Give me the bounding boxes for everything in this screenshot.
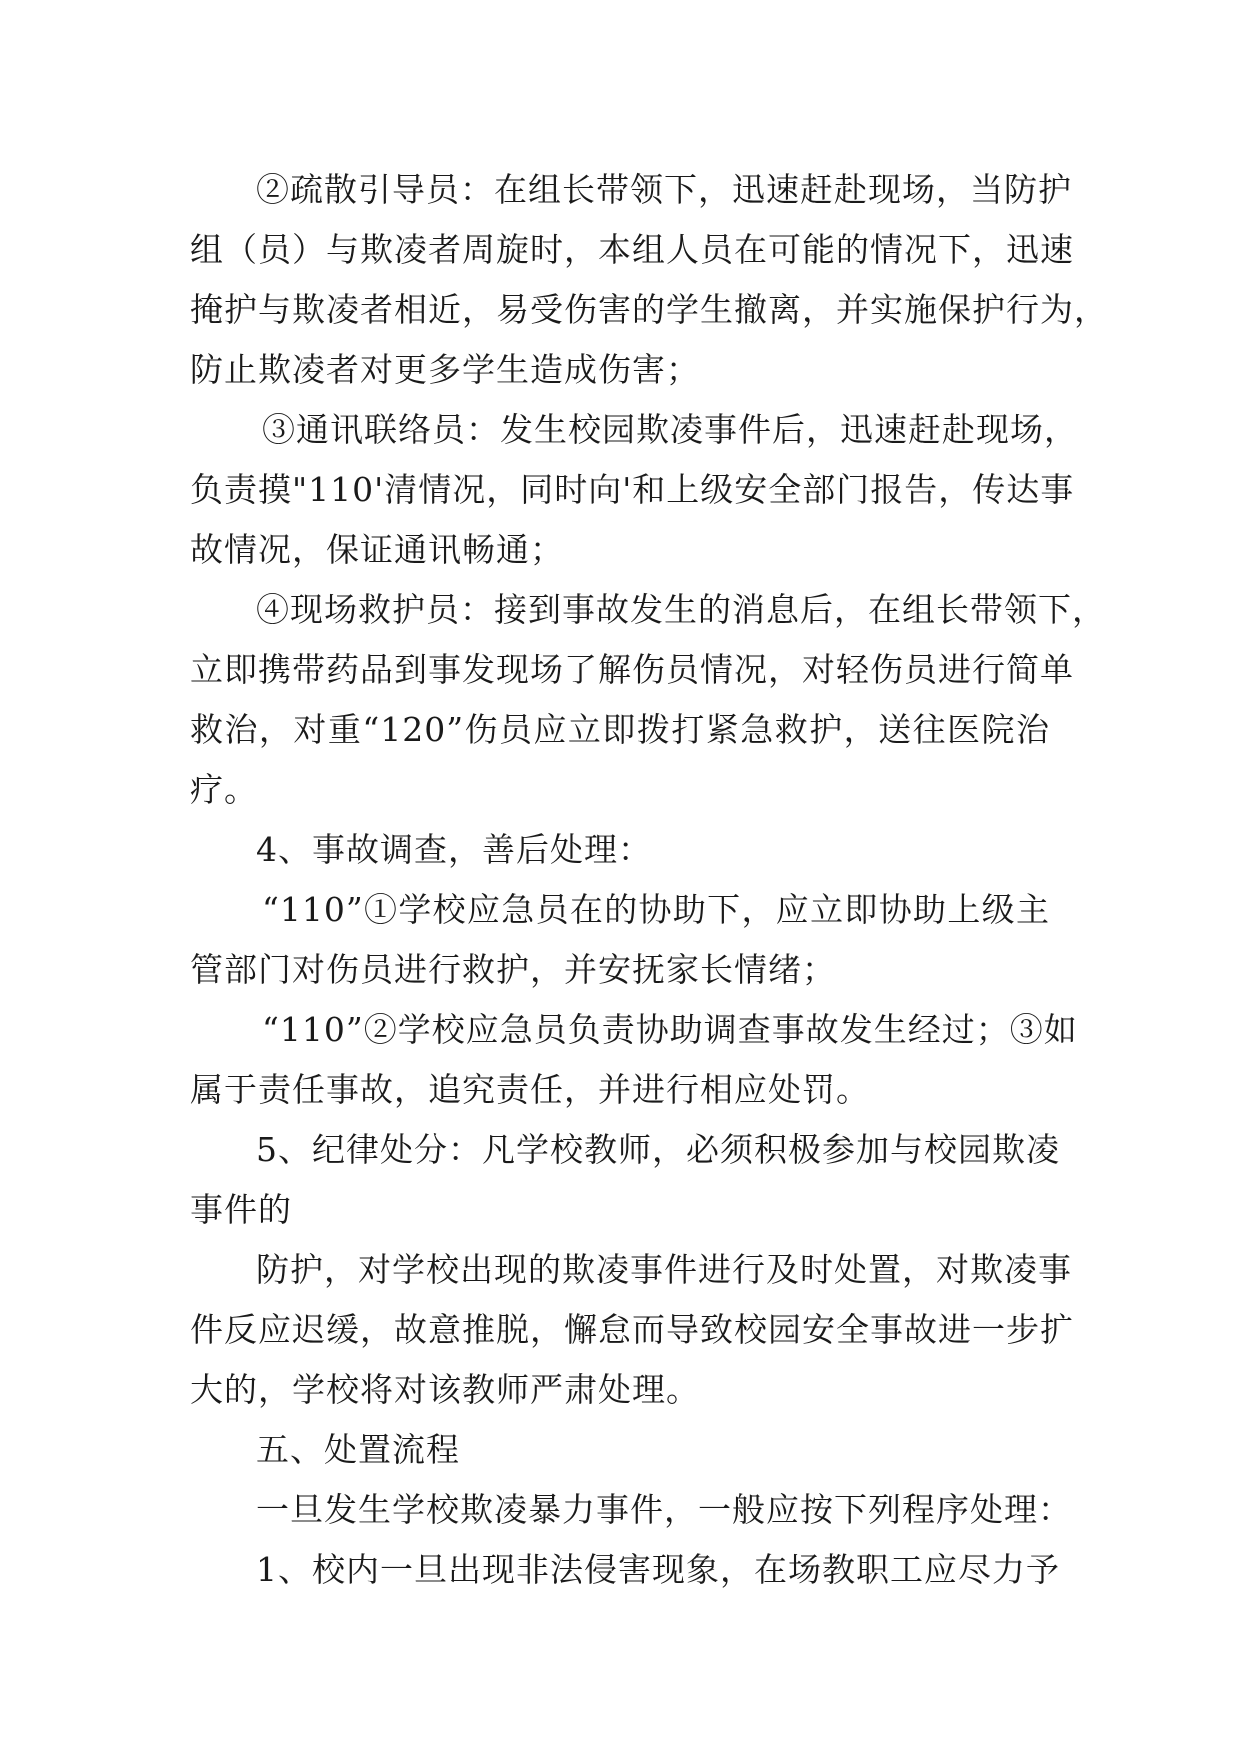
paragraph-line: 立即携带药品到事发现场了解伤员情况，对轻伤员进行简单 bbox=[190, 650, 1074, 689]
paragraph-line: ②疏散引导员：在组长带领下，迅速赶赴现场，当防护 bbox=[256, 170, 1072, 209]
paragraph-line: 疗。 bbox=[190, 770, 258, 809]
paragraph-line: 5、纪律处分：凡学校教师，必须积极参加与校园欺凌 bbox=[256, 1130, 1060, 1169]
paragraph-line: 事件的 bbox=[190, 1190, 292, 1229]
paragraph-line: ③通讯联络员：发生校园欺凌事件后，迅速赶赴现场， bbox=[262, 410, 1078, 449]
paragraph-line: “110”①学校应急员在的协助下，应立即协助上级主 bbox=[262, 890, 1050, 929]
paragraph-line: 掩护与欺凌者相近，易受伤害的学生撤离，并实施保护行为， bbox=[190, 290, 1108, 329]
paragraph-line: 组（员）与欺凌者周旋时，本组人员在可能的情况下，迅速 bbox=[190, 230, 1074, 269]
paragraph-line: 防止欺凌者对更多学生造成伤害； bbox=[190, 350, 700, 389]
paragraph-line: 救治，对重“120”伤员应立即拨打紧急救护，送往医院治 bbox=[190, 710, 1050, 749]
paragraph-line: 一旦发生学校欺凌暴力事件，一般应按下列程序处理： bbox=[256, 1490, 1072, 1529]
paragraph-line: 大的，学校将对该教师严肃处理。 bbox=[190, 1370, 700, 1409]
paragraph-line: ④现场救护员：接到事故发生的消息后，在组长带领下， bbox=[256, 590, 1106, 629]
paragraph-line: 属于责任事故，追究责任，并进行相应处罚。 bbox=[190, 1070, 870, 1109]
paragraph-line: 件反应迟缓，故意推脱，懈怠而导致校园安全事故进一步扩 bbox=[190, 1310, 1074, 1349]
paragraph-line: “110”②学校应急员负责协助调查事故发生经过；③如 bbox=[262, 1010, 1078, 1049]
paragraph-line: 防护，对学校出现的欺凌事件进行及时处置，对欺凌事 bbox=[256, 1250, 1072, 1289]
section-heading: 五、处置流程 bbox=[256, 1430, 460, 1469]
paragraph-line: 4、事故调查，善后处理： bbox=[256, 830, 652, 869]
paragraph-line: 故情况，保证通讯畅通； bbox=[190, 530, 564, 569]
paragraph-line: 管部门对伤员进行救护，并安抚家长情绪； bbox=[190, 950, 836, 989]
paragraph-line: 负责摸"110'清情况，同时向'和上级安全部门报告，传达事 bbox=[190, 470, 1075, 509]
paragraph-line: 1、校内一旦出现非法侵害现象，在场教职工应尽力予 bbox=[256, 1550, 1060, 1589]
body-text bbox=[190, 160, 1108, 1600]
